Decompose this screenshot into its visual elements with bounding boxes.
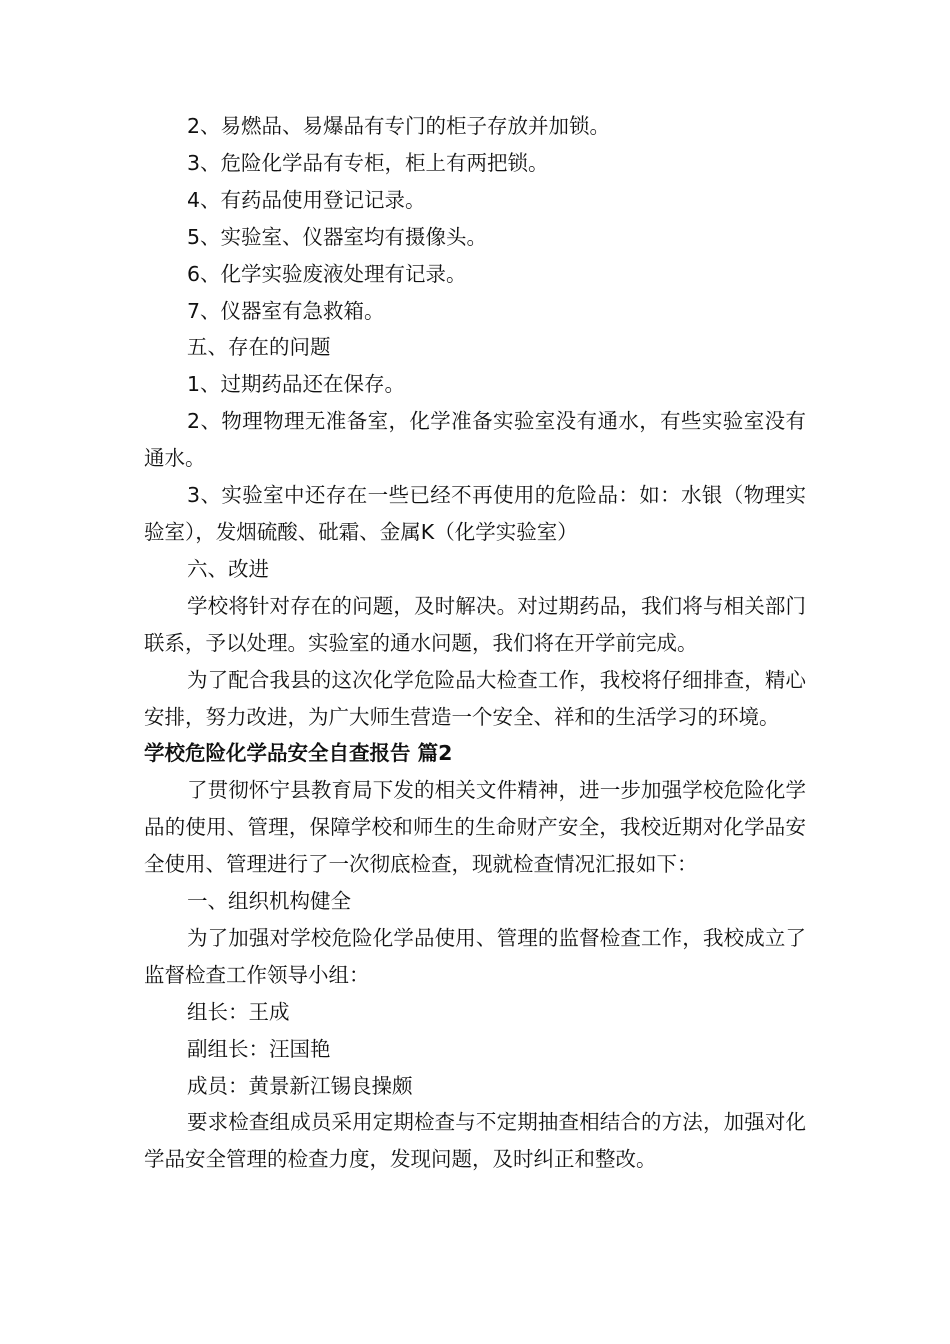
report-title: 学校危险化学品安全自查报告 篇2 [144, 741, 453, 766]
section-heading: 一、组织机构健全 [187, 889, 351, 914]
paragraph: 4、有药品使用登记记录。 [187, 187, 426, 212]
paragraph: 副组长：汪国艳 [187, 1036, 331, 1061]
paragraph: 1、过期药品还在保存。 [187, 372, 406, 397]
paragraph: 了贯彻怀宁县教育局下发的相关文件精神，进一步加强学校危险化学品的使用、管理，保障学校和师生的生命财产安全，我校近期对化学品安全使用、管理进行了一次彻底检查，现就检查情况汇报如下： [144, 778, 806, 877]
paragraph: 为了加强对学校危险化学品使用、管理的监督检查工作，我校成立了监督检查工作领导小组： [144, 925, 806, 987]
paragraph: 要求检查组成员采用定期检查与不定期抽查相结合的方法，加强对化学品安全管理的检查力度，发现问题，及时纠正和整改。 [144, 1110, 806, 1172]
section-heading: 五、存在的问题 [187, 335, 331, 360]
paragraph: 6、化学实验废液处理有记录。 [187, 261, 467, 286]
document-body [144, 108, 806, 1178]
paragraph: 组长：王成 [187, 999, 290, 1024]
paragraph: 2、易燃品、易爆品有专门的柜子存放并加锁。 [187, 114, 611, 138]
section-heading: 六、改进 [187, 556, 269, 581]
paragraph: 3、危险化学品有专柜，柜上有两把锁。 [187, 150, 549, 175]
paragraph: 2、物理物理无准备室，化学准备实验室没有通水，有些实验室没有通水。 [144, 409, 806, 471]
paragraph: 为了配合我县的这次化学危险品大检查工作，我校将仔细排查，精心安排，努力改进，为广大师生营造一个安全、祥和的生活学习的环境。 [144, 667, 806, 729]
paragraph: 3、实验室中还存在一些已经不再使用的危险品：如：水银（物理实验室），发烟硫酸、砒霜、金属K（化学实验室） [144, 483, 806, 544]
paragraph: 7、仪器室有急救箱。 [187, 298, 385, 323]
paragraph: 学校将针对存在的问题，及时解决。对过期药品，我们将与相关部门联系，予以处理。实验室的通水问题，我们将在开学前完成。 [144, 593, 806, 655]
paragraph: 5、实验室、仪器室均有摄像头。 [187, 224, 488, 249]
paragraph: 成员：黄景新江锡良操颇 [187, 1073, 413, 1098]
